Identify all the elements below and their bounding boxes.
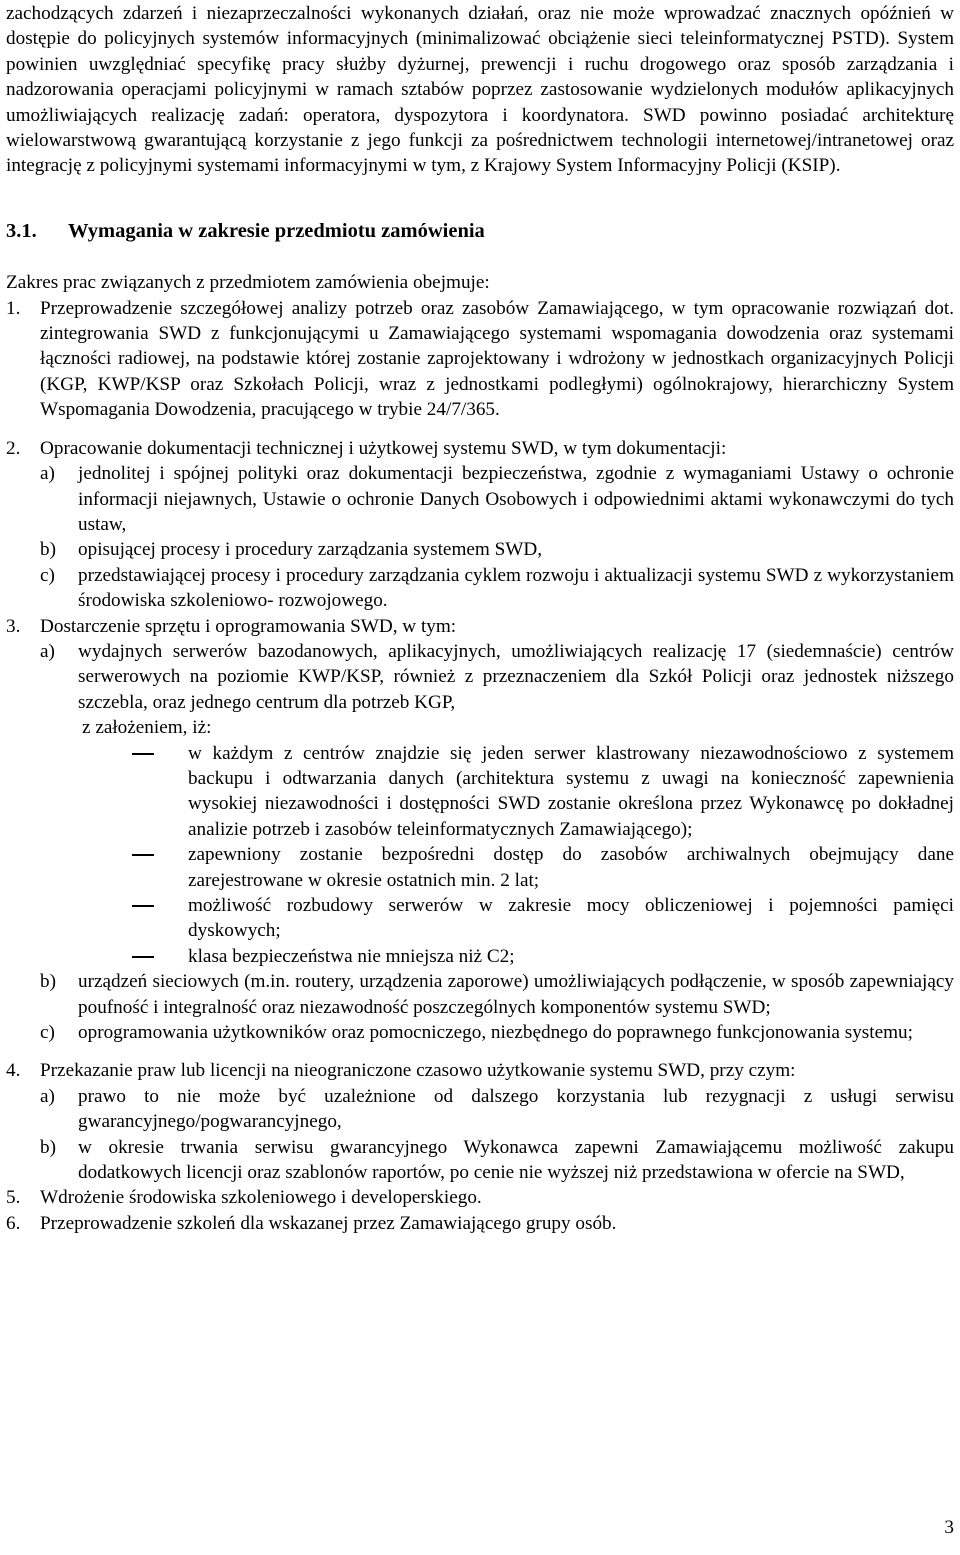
sub-item — [6, 563, 954, 614]
sub-item-text: przedstawiającej procesy i procedury zarządzania cyklem rozwoju i aktualizacji systemu SWD z wykorzystaniem środowiska szkoleniowo- rozwojowego. — [78, 564, 954, 612]
dash-item — [6, 842, 954, 893]
list-item-text: Opracowanie dokumentacji technicznej i użytkowej systemu SWD, w tym dokumentacji: — [40, 437, 727, 459]
dash-bullet — [132, 956, 154, 958]
list-item — [6, 1058, 954, 1083]
list-item-number: 5. — [6, 1187, 21, 1209]
dash-item-text: klasa bezpieczeństwa nie mniejsza niż C2; — [188, 945, 515, 967]
sub-item-letter: c) — [40, 564, 55, 586]
list-item-text: Przeprowadzenie szczegółowej analizy potrzeb oraz zasobów Zamawiającego, w tym opracowanie rozwiązań dot. zintegrowania SWD z funkcjonującymi u Zamawiającego systemami wspomagania dowodzenia oraz systemami łączności radiowej, na podstawie której zostanie zaprojektowany i wdrożony w jednostkach organizacyjnych Policji (KGP, KWP/KSP oraz Szkołach Policji, wraz z jednostkami podległymi) ogólnokrajowy, hierarchiczny System Wspomagania Dowodzenia, pracującego w trybie 24/7/365. — [40, 297, 954, 421]
sub-item-text: opisującej procesy i procedury zarządzania systemem SWD, — [78, 539, 543, 561]
sub-item-text: w okresie trwania serwisu gwarancyjnego Wykonawca zapewni Zamawiającemu możliwość zakupu dodatkowych licencji oraz szablonów raportów, po cenie nie wyższej niż przedstawiona w ofercie na SWD, — [78, 1136, 954, 1184]
sub-item-letter: b) — [40, 971, 56, 993]
list-item-text: Przeprowadzenie szkoleń dla wskazanej przez Zamawiającego grupy osób. — [40, 1212, 617, 1234]
list-item-number: 1. — [6, 297, 21, 319]
list-item-number: 4. — [6, 1060, 21, 1082]
sub-item — [6, 461, 954, 537]
list-item-text: Przekazanie praw lub licencji na nieograniczone czasowo użytkowanie systemu SWD, przy czym: — [40, 1060, 796, 1082]
dash-item-text: zapewniony zostanie bezpośredni dostęp do zasobów archiwalnych obejmujący dane zarejestrowane w okresie ostatnich min. 2 lat; — [188, 844, 954, 891]
list-item-text: Dostarczenie sprzętu i oprogramowania SWD, w tym: — [40, 615, 457, 637]
list-item-number: 3. — [6, 615, 21, 637]
sub-item-text: prawo to nie może być uzależnione od dalszego korzystania lub rezygnacji z usługi serwisu gwarancyjnego/pogwarancyjnego, — [78, 1085, 954, 1133]
list-item — [6, 614, 954, 639]
sub-item — [6, 639, 954, 715]
section-title: Wymagania w zakresie przedmiotu zamówienia — [68, 219, 485, 242]
intro-paragraph: zachodzących zdarzeń i niezaprzeczalności wykonanych działań, oraz nie może wprowadzać znacznych opóźnień w dostępie do policyjnych systemów informacyjnych (minimalizować obciążenie sieci teleinformatycznej PSTD). System powinien uwzględniać specyfikę pracy służby dyżurnej, prewencji i ruchu drogowego oraz sposób zarządzania i nadzorowania operacjami policyjnymi w ramach sztabów poprzez zastosowanie wydzielonych modułów aplikacyjnych umożliwiających realizację zadań: operatora, dyspozytora i koordynatora. SWD powinno posiadać architekturę wielowarstwową gwarantującą korzystanie z jego funkcji za pośrednictwem technologii internetowej/intranetowej oraz integrację z policyjnymi systemami informacyjnymi w tym, z Krajowy System Informacyjny Policji (KSIP). — [6, 3, 954, 177]
sub-item — [6, 537, 954, 562]
dash-bullet — [132, 753, 154, 755]
sub-item-continuation: z założeniem, iż: — [82, 717, 212, 739]
sub-item-text: urządzeń sieciowych (m.in. routery, urządzenia zaporowe) umożliwiających podłączenie, w sposób zapewniający poufność i integralność oraz niezawodność poszczególnych komponentów systemu SWD; — [78, 971, 954, 1018]
dash-item-text: w każdym z centrów znajdzie się jeden serwer klastrowany niezawodnościowo z systemem backupu i odtwarzania danych (architektura systemu z uwagi na konieczność zapewnienia wysokiej niezawodności i dostępności SWD zostanie określona przez Wykonawcę po dokładnej analizie potrzeb i zasobów teleinformatycznych Zamawiającego); — [188, 742, 954, 840]
section-number: 3.1. — [6, 219, 37, 242]
sub-item-letter: b) — [40, 1136, 56, 1158]
list-item — [6, 296, 954, 423]
list-item — [6, 1185, 954, 1210]
list-item-text: Wdrożenie środowiska szkoleniowego i developerskiego. — [40, 1187, 482, 1209]
dash-item — [6, 944, 954, 969]
list-item-number: 2. — [6, 437, 21, 459]
dash-item — [6, 893, 954, 944]
sub-item-letter: c) — [40, 1022, 55, 1044]
scope-intro: Zakres prac związanych z przedmiotem zamówienia obejmuje: — [6, 272, 490, 294]
sub-item — [6, 969, 954, 1020]
sub-item-text: wydajnych serwerów bazodanowych, aplikacyjnych, umożliwiających realizację 17 (siedemnaście) centrów serwerowych na poziomie KWP/KSP, również z przeznaczeniem dla Szkół Policji oraz jednostek niższego szczebla, oraz jednego centrum dla potrzeb KGP, — [78, 640, 954, 713]
document-page — [6, 0, 954, 1236]
dash-item — [6, 741, 954, 843]
page-number: 3 — [944, 1517, 954, 1538]
sub-item — [6, 1084, 954, 1135]
sub-item-letter: a) — [40, 640, 55, 662]
sub-item — [6, 1020, 954, 1045]
dash-bullet — [132, 854, 154, 856]
list-item-number: 6. — [6, 1212, 21, 1234]
section-heading — [6, 219, 954, 244]
sub-item-letter: a) — [40, 463, 55, 485]
dash-bullet — [132, 905, 154, 907]
sub-item — [6, 1135, 954, 1186]
sub-item-text: oprogramowania użytkowników oraz pomocniczego, niezbędnego do poprawnego funkcjonowania systemu; — [78, 1022, 913, 1044]
list-item — [6, 1211, 954, 1236]
sub-item-letter: b) — [40, 539, 56, 561]
sub-item-letter: a) — [40, 1085, 55, 1107]
sub-item-text: jednolitej i spójnej polityki oraz dokumentacji bezpieczeństwa, zgodnie z wymaganiami Ustawy o ochronie informacji niejawnych, Ustawie o ochronie Danych Osobowych i odpowiednimi aktami wykonawczymi do tych ustaw, — [78, 463, 954, 535]
list-item — [6, 436, 954, 461]
dash-item-text: możliwość rozbudowy serwerów w zakresie mocy obliczeniowej i pojemności pamięci dyskowych; — [188, 895, 954, 942]
